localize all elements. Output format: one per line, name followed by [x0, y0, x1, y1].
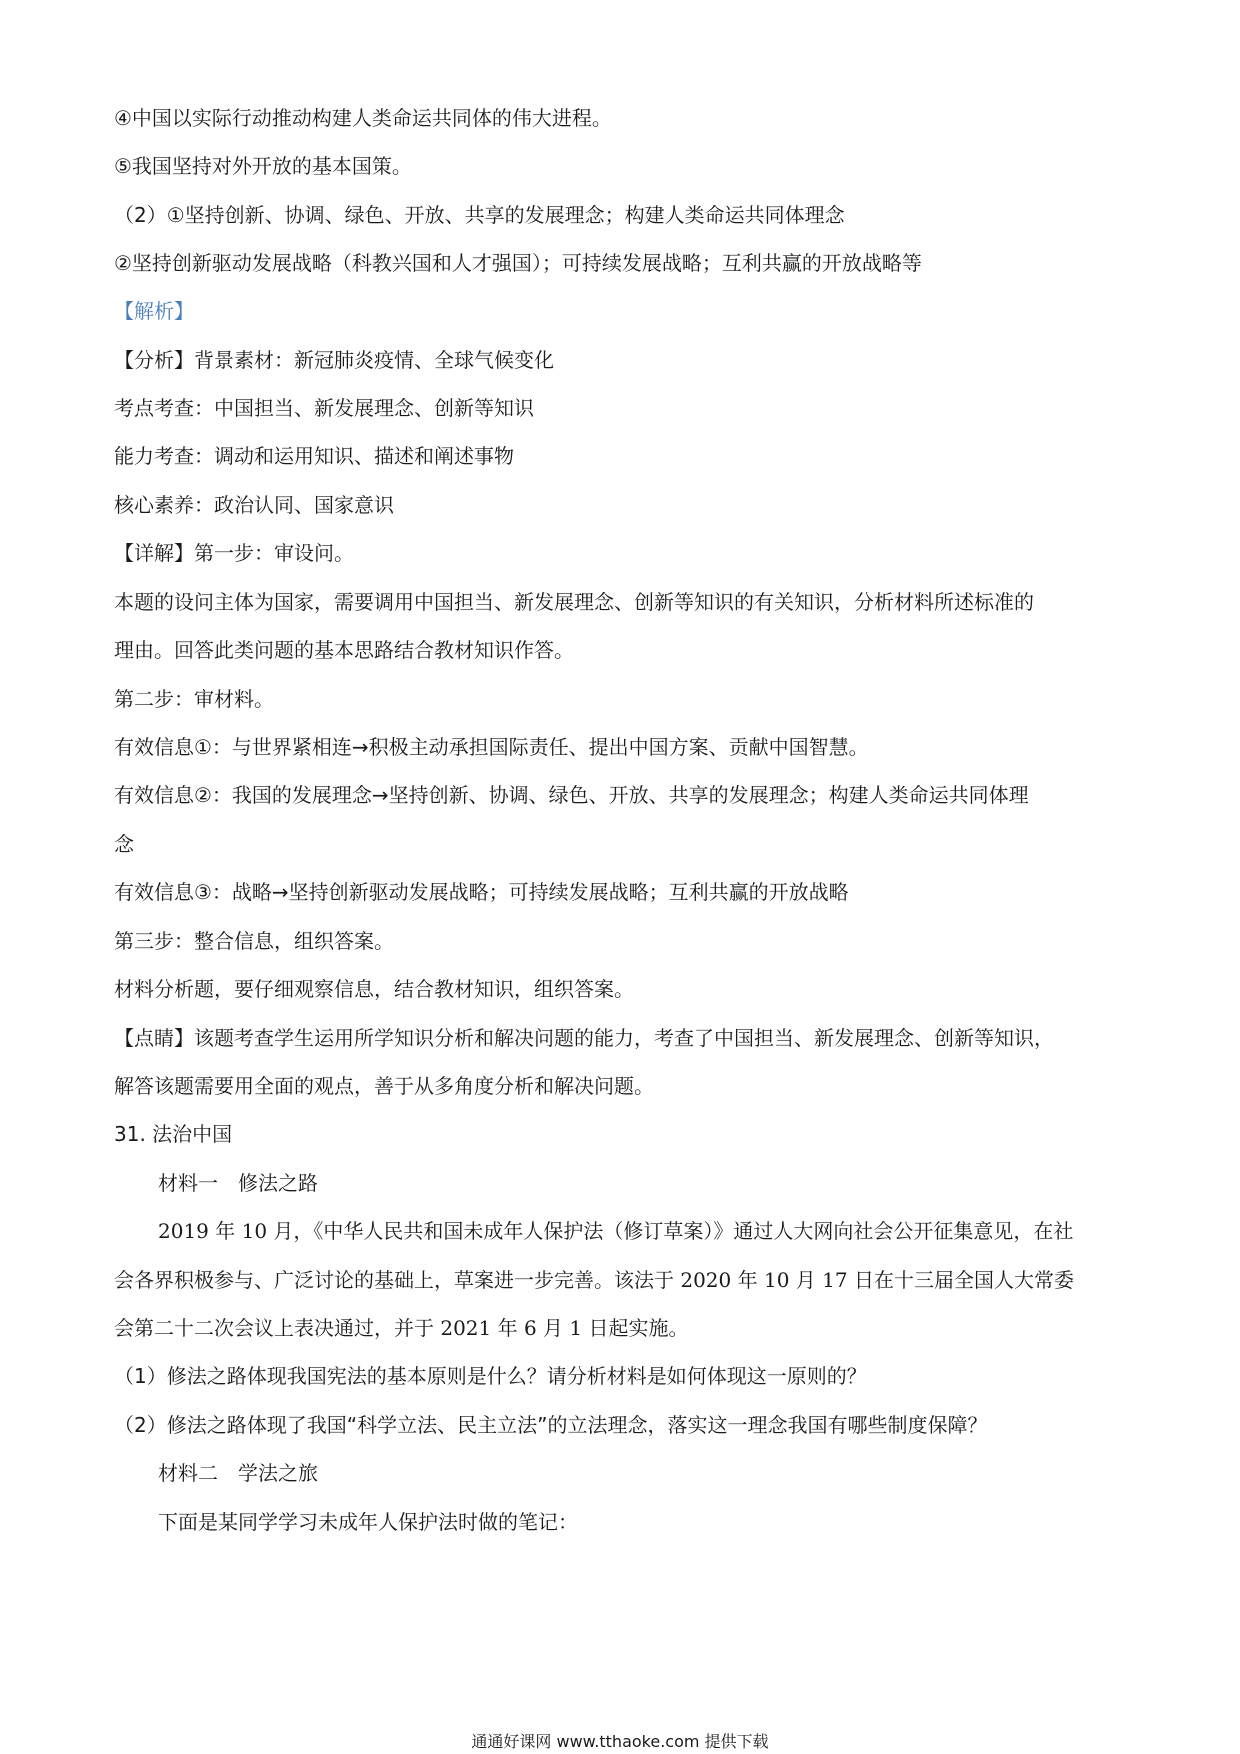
comment-line-1: 【点睛】该题考查学生运用所学知识分析和解决问题的能力，考查了中国担当、新发展理念、创新等知识，: [114, 1026, 1054, 1050]
page-footer: 通通好课网 www.tthaoke.com 提供下载: [471, 1732, 769, 1751]
material-1-title: 材料一 修法之路: [158, 1171, 318, 1195]
answer-item-5: ⑤我国坚持对外开放的基本国策。: [114, 154, 412, 178]
answer-part-2-line-1: （2）①坚持创新、协调、绿色、开放、共享的发展理念；构建人类命运共同体理念: [114, 203, 845, 227]
detail-step-2: 第二步：审材料。: [114, 687, 274, 711]
analysis-heading: 【解析】: [114, 299, 194, 323]
question-31-title: 31. 法治中国: [114, 1122, 233, 1146]
detail-paragraph-line-2: 理由。回答此类问题的基本思路结合教材知识作答。: [114, 638, 574, 662]
material-2-title: 材料二 学法之旅: [158, 1461, 318, 1485]
effective-info-2-line-1: 有效信息②：我国的发展理念→坚持创新、协调、绿色、开放、共享的发展理念；构建人类命运共同体理: [114, 783, 1029, 807]
answer-item-4: ④中国以实际行动推动构建人类命运共同体的伟大进程。: [114, 106, 612, 130]
question-31-part-1: （1）修法之路体现我国宪法的基本原则是什么？请分析材料是如何体现这一原则的？: [114, 1364, 867, 1388]
material-1-line-2: 会各界积极参与、广泛讨论的基础上，草案进一步完善。该法于 2020 年 10 月 17 日在十三届全国人大常委: [114, 1268, 1074, 1292]
detail-step-1: 【详解】第一步：审设问。: [114, 541, 354, 565]
effective-info-2-line-2: 念: [114, 832, 134, 856]
detail-step-3: 第三步：整合信息，组织答案。: [114, 929, 394, 953]
material-analysis-note: 材料分析题，要仔细观察信息，结合教材知识，组织答案。: [114, 977, 634, 1001]
answer-part-2-line-2: ②坚持创新驱动发展战略（科教兴国和人才强国）；可持续发展战略；互利共赢的开放战略等: [114, 251, 922, 275]
effective-info-3: 有效信息③：战略→坚持创新驱动发展战略；可持续发展战略；互利共赢的开放战略: [114, 880, 849, 904]
detail-paragraph-line-1: 本题的设问主体为国家，需要调用中国担当、新发展理念、创新等知识的有关知识，分析材料所述标准的: [114, 590, 1034, 614]
analysis-ability: 能力考查：调动和运用知识、描述和阐述事物: [114, 444, 514, 468]
question-31-part-2: （2）修法之路体现了我国“科学立法、民主立法”的立法理念，落实这一理念我国有哪些制度保障？: [114, 1413, 988, 1437]
comment-line-2: 解答该题需要用全面的观点，善于从多角度分析和解决问题。: [114, 1074, 654, 1098]
analysis-background: 【分析】背景素材：新冠肺炎疫情、全球气候变化: [114, 348, 554, 372]
material-2-intro: 下面是某同学学习未成年人保护法时做的笔记：: [158, 1510, 578, 1534]
effective-info-1: 有效信息①：与世界紧相连→积极主动承担国际责任、提出中国方案、贡献中国智慧。: [114, 735, 869, 759]
material-1-line-1: 2019 年 10 月，《中华人民共和国未成年人保护法（修订草案）》通过人大网向社会公开征集意见，在社: [158, 1219, 1074, 1243]
analysis-core-literacy: 核心素养：政治认同、国家意识: [114, 493, 394, 517]
analysis-exam-points: 考点考查：中国担当、新发展理念、创新等知识: [114, 396, 534, 420]
material-1-line-3: 会第二十二次会议上表决通过，并于 2021 年 6 月 1 日起实施。: [114, 1316, 689, 1340]
